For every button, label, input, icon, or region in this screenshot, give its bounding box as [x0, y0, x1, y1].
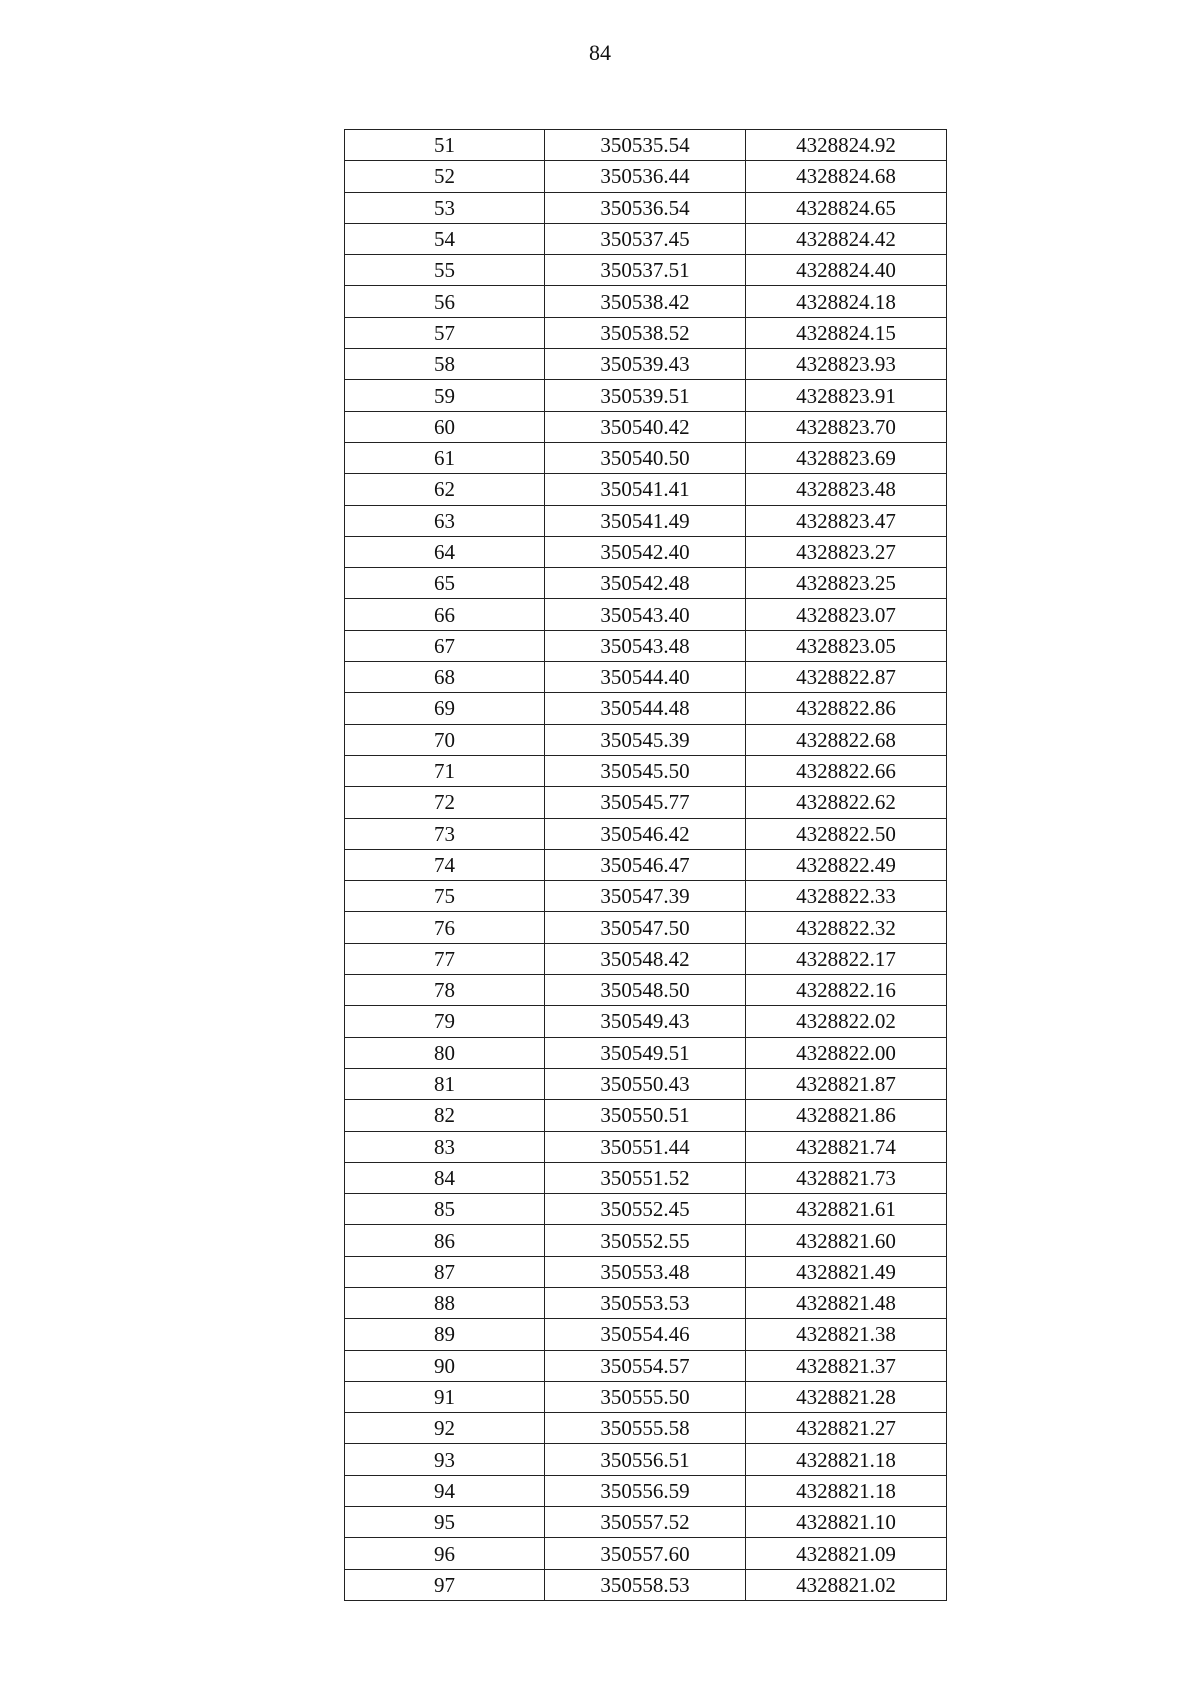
x-coordinate-cell: 350546.47	[545, 849, 746, 880]
point-number-cell: 88	[345, 1287, 545, 1318]
table-row	[345, 1194, 947, 1225]
x-coordinate-cell: 350548.50	[545, 975, 746, 1006]
y-coordinate-cell: 4328824.40	[746, 255, 947, 286]
point-number-cell: 73	[345, 818, 545, 849]
point-number-cell: 55	[345, 255, 545, 286]
table-row	[345, 1507, 947, 1538]
x-coordinate-cell: 350556.51	[545, 1444, 746, 1475]
table-row	[345, 192, 947, 223]
table-row	[345, 1350, 947, 1381]
y-coordinate-cell: 4328824.18	[746, 286, 947, 317]
y-coordinate-cell: 4328821.73	[746, 1162, 947, 1193]
x-coordinate-cell: 350542.48	[545, 568, 746, 599]
x-coordinate-cell: 350536.54	[545, 192, 746, 223]
x-coordinate-cell: 350558.53	[545, 1569, 746, 1600]
table-row	[345, 317, 947, 348]
table-row	[345, 693, 947, 724]
y-coordinate-cell: 4328822.62	[746, 787, 947, 818]
table-row	[345, 1100, 947, 1131]
table-row	[345, 849, 947, 880]
x-coordinate-cell: 350537.51	[545, 255, 746, 286]
y-coordinate-cell: 4328823.07	[746, 599, 947, 630]
x-coordinate-cell: 350541.41	[545, 474, 746, 505]
y-coordinate-cell: 4328823.91	[746, 380, 947, 411]
x-coordinate-cell: 350553.53	[545, 1287, 746, 1318]
x-coordinate-cell: 350539.51	[545, 380, 746, 411]
x-coordinate-cell: 350550.43	[545, 1068, 746, 1099]
table-row	[345, 130, 947, 161]
x-coordinate-cell: 350556.59	[545, 1475, 746, 1506]
x-coordinate-cell: 350540.42	[545, 411, 746, 442]
point-number-cell: 56	[345, 286, 545, 317]
table-row	[345, 912, 947, 943]
table-row	[345, 599, 947, 630]
x-coordinate-cell: 350545.39	[545, 724, 746, 755]
table-row	[345, 1319, 947, 1350]
coordinate-table-body	[345, 130, 947, 1601]
point-number-cell: 68	[345, 662, 545, 693]
table-row	[345, 1413, 947, 1444]
point-number-cell: 84	[345, 1162, 545, 1193]
point-number-cell: 62	[345, 474, 545, 505]
table-row	[345, 1381, 947, 1412]
y-coordinate-cell: 4328821.87	[746, 1068, 947, 1099]
x-coordinate-cell: 350549.43	[545, 1006, 746, 1037]
table-row	[345, 349, 947, 380]
point-number-cell: 95	[345, 1507, 545, 1538]
point-number-cell: 61	[345, 442, 545, 473]
x-coordinate-cell: 350539.43	[545, 349, 746, 380]
point-number-cell: 57	[345, 317, 545, 348]
y-coordinate-cell: 4328822.02	[746, 1006, 947, 1037]
y-coordinate-cell: 4328822.86	[746, 693, 947, 724]
table-row	[345, 1162, 947, 1193]
point-number-cell: 70	[345, 724, 545, 755]
table-row	[345, 161, 947, 192]
point-number-cell: 94	[345, 1475, 545, 1506]
table-row	[345, 223, 947, 254]
table-row	[345, 255, 947, 286]
y-coordinate-cell: 4328822.17	[746, 943, 947, 974]
point-number-cell: 65	[345, 568, 545, 599]
table-row	[345, 1569, 947, 1600]
table-row	[345, 1037, 947, 1068]
x-coordinate-cell: 350550.51	[545, 1100, 746, 1131]
table-row	[345, 818, 947, 849]
y-coordinate-cell: 4328821.37	[746, 1350, 947, 1381]
table-row	[345, 1538, 947, 1569]
page-number: 84	[589, 40, 611, 65]
y-coordinate-cell: 4328822.49	[746, 849, 947, 880]
y-coordinate-cell: 4328821.18	[746, 1475, 947, 1506]
y-coordinate-cell: 4328824.65	[746, 192, 947, 223]
x-coordinate-cell: 350554.57	[545, 1350, 746, 1381]
point-number-cell: 92	[345, 1413, 545, 1444]
point-number-cell: 63	[345, 505, 545, 536]
x-coordinate-cell: 350546.42	[545, 818, 746, 849]
x-coordinate-cell: 350543.48	[545, 630, 746, 661]
y-coordinate-cell: 4328821.27	[746, 1413, 947, 1444]
y-coordinate-cell: 4328824.68	[746, 161, 947, 192]
point-number-cell: 72	[345, 787, 545, 818]
table-row	[345, 380, 947, 411]
point-number-cell: 77	[345, 943, 545, 974]
point-number-cell: 78	[345, 975, 545, 1006]
table-row	[345, 536, 947, 567]
point-number-cell: 75	[345, 881, 545, 912]
point-number-cell: 76	[345, 912, 545, 943]
table-row	[345, 1444, 947, 1475]
y-coordinate-cell: 4328821.10	[746, 1507, 947, 1538]
x-coordinate-cell: 350557.52	[545, 1507, 746, 1538]
y-coordinate-cell: 4328821.38	[746, 1319, 947, 1350]
y-coordinate-cell: 4328821.18	[746, 1444, 947, 1475]
x-coordinate-cell: 350548.42	[545, 943, 746, 974]
y-coordinate-cell: 4328823.25	[746, 568, 947, 599]
table-row	[345, 662, 947, 693]
x-coordinate-cell: 350557.60	[545, 1538, 746, 1569]
x-coordinate-cell: 350547.39	[545, 881, 746, 912]
table-row	[345, 1225, 947, 1256]
y-coordinate-cell: 4328823.69	[746, 442, 947, 473]
x-coordinate-cell: 350555.50	[545, 1381, 746, 1412]
point-number-cell: 85	[345, 1194, 545, 1225]
y-coordinate-cell: 4328822.32	[746, 912, 947, 943]
y-coordinate-cell: 4328823.48	[746, 474, 947, 505]
x-coordinate-cell: 350542.40	[545, 536, 746, 567]
table-row	[345, 1068, 947, 1099]
point-number-cell: 53	[345, 192, 545, 223]
table-row	[345, 1256, 947, 1287]
point-number-cell: 93	[345, 1444, 545, 1475]
table-row	[345, 755, 947, 786]
table-row	[345, 286, 947, 317]
y-coordinate-cell: 4328821.61	[746, 1194, 947, 1225]
y-coordinate-cell: 4328822.87	[746, 662, 947, 693]
y-coordinate-cell: 4328821.28	[746, 1381, 947, 1412]
x-coordinate-cell: 350538.42	[545, 286, 746, 317]
point-number-cell: 54	[345, 223, 545, 254]
x-coordinate-cell: 350540.50	[545, 442, 746, 473]
y-coordinate-cell: 4328822.16	[746, 975, 947, 1006]
point-number-cell: 52	[345, 161, 545, 192]
point-number-cell: 64	[345, 536, 545, 567]
table-row	[345, 975, 947, 1006]
table-row	[345, 474, 947, 505]
table-row	[345, 1006, 947, 1037]
point-number-cell: 91	[345, 1381, 545, 1412]
point-number-cell: 83	[345, 1131, 545, 1162]
y-coordinate-cell: 4328822.68	[746, 724, 947, 755]
point-number-cell: 66	[345, 599, 545, 630]
y-coordinate-cell: 4328823.93	[746, 349, 947, 380]
y-coordinate-cell: 4328823.70	[746, 411, 947, 442]
point-number-cell: 89	[345, 1319, 545, 1350]
x-coordinate-cell: 350543.40	[545, 599, 746, 630]
x-coordinate-cell: 350547.50	[545, 912, 746, 943]
x-coordinate-cell: 350537.45	[545, 223, 746, 254]
point-number-cell: 97	[345, 1569, 545, 1600]
point-number-cell: 74	[345, 849, 545, 880]
point-number-cell: 80	[345, 1037, 545, 1068]
table-row	[345, 411, 947, 442]
table-row	[345, 1287, 947, 1318]
point-number-cell: 86	[345, 1225, 545, 1256]
y-coordinate-cell: 4328821.74	[746, 1131, 947, 1162]
table-row	[345, 1475, 947, 1506]
point-number-cell: 71	[345, 755, 545, 786]
point-number-cell: 81	[345, 1068, 545, 1099]
x-coordinate-cell: 350536.44	[545, 161, 746, 192]
table-row	[345, 1131, 947, 1162]
coordinate-table	[344, 129, 947, 1601]
point-number-cell: 69	[345, 693, 545, 724]
point-number-cell: 90	[345, 1350, 545, 1381]
x-coordinate-cell: 350545.77	[545, 787, 746, 818]
x-coordinate-cell: 350544.40	[545, 662, 746, 693]
x-coordinate-cell: 350549.51	[545, 1037, 746, 1068]
table-row	[345, 724, 947, 755]
point-number-cell: 60	[345, 411, 545, 442]
table-row	[345, 943, 947, 974]
y-coordinate-cell: 4328822.66	[746, 755, 947, 786]
point-number-cell: 59	[345, 380, 545, 411]
point-number-cell: 82	[345, 1100, 545, 1131]
y-coordinate-cell: 4328822.50	[746, 818, 947, 849]
x-coordinate-cell: 350541.49	[545, 505, 746, 536]
y-coordinate-cell: 4328822.33	[746, 881, 947, 912]
x-coordinate-cell: 350551.44	[545, 1131, 746, 1162]
table-row	[345, 568, 947, 599]
table-row	[345, 442, 947, 473]
table-row	[345, 630, 947, 661]
x-coordinate-cell: 350538.52	[545, 317, 746, 348]
y-coordinate-cell: 4328821.86	[746, 1100, 947, 1131]
point-number-cell: 96	[345, 1538, 545, 1569]
x-coordinate-cell: 350551.52	[545, 1162, 746, 1193]
x-coordinate-cell: 350552.55	[545, 1225, 746, 1256]
x-coordinate-cell: 350553.48	[545, 1256, 746, 1287]
y-coordinate-cell: 4328821.02	[746, 1569, 947, 1600]
y-coordinate-cell: 4328823.05	[746, 630, 947, 661]
x-coordinate-cell: 350552.45	[545, 1194, 746, 1225]
table-row	[345, 505, 947, 536]
x-coordinate-cell: 350555.58	[545, 1413, 746, 1444]
point-number-cell: 51	[345, 130, 545, 161]
y-coordinate-cell: 4328822.00	[746, 1037, 947, 1068]
table-row	[345, 787, 947, 818]
y-coordinate-cell: 4328824.42	[746, 223, 947, 254]
point-number-cell: 58	[345, 349, 545, 380]
x-coordinate-cell: 350535.54	[545, 130, 746, 161]
point-number-cell: 79	[345, 1006, 545, 1037]
table-row	[345, 881, 947, 912]
y-coordinate-cell: 4328824.15	[746, 317, 947, 348]
x-coordinate-cell: 350554.46	[545, 1319, 746, 1350]
y-coordinate-cell: 4328823.47	[746, 505, 947, 536]
y-coordinate-cell: 4328823.27	[746, 536, 947, 567]
y-coordinate-cell: 4328821.60	[746, 1225, 947, 1256]
x-coordinate-cell: 350544.48	[545, 693, 746, 724]
point-number-cell: 67	[345, 630, 545, 661]
y-coordinate-cell: 4328821.09	[746, 1538, 947, 1569]
y-coordinate-cell: 4328824.92	[746, 130, 947, 161]
y-coordinate-cell: 4328821.49	[746, 1256, 947, 1287]
point-number-cell: 87	[345, 1256, 545, 1287]
x-coordinate-cell: 350545.50	[545, 755, 746, 786]
y-coordinate-cell: 4328821.48	[746, 1287, 947, 1318]
